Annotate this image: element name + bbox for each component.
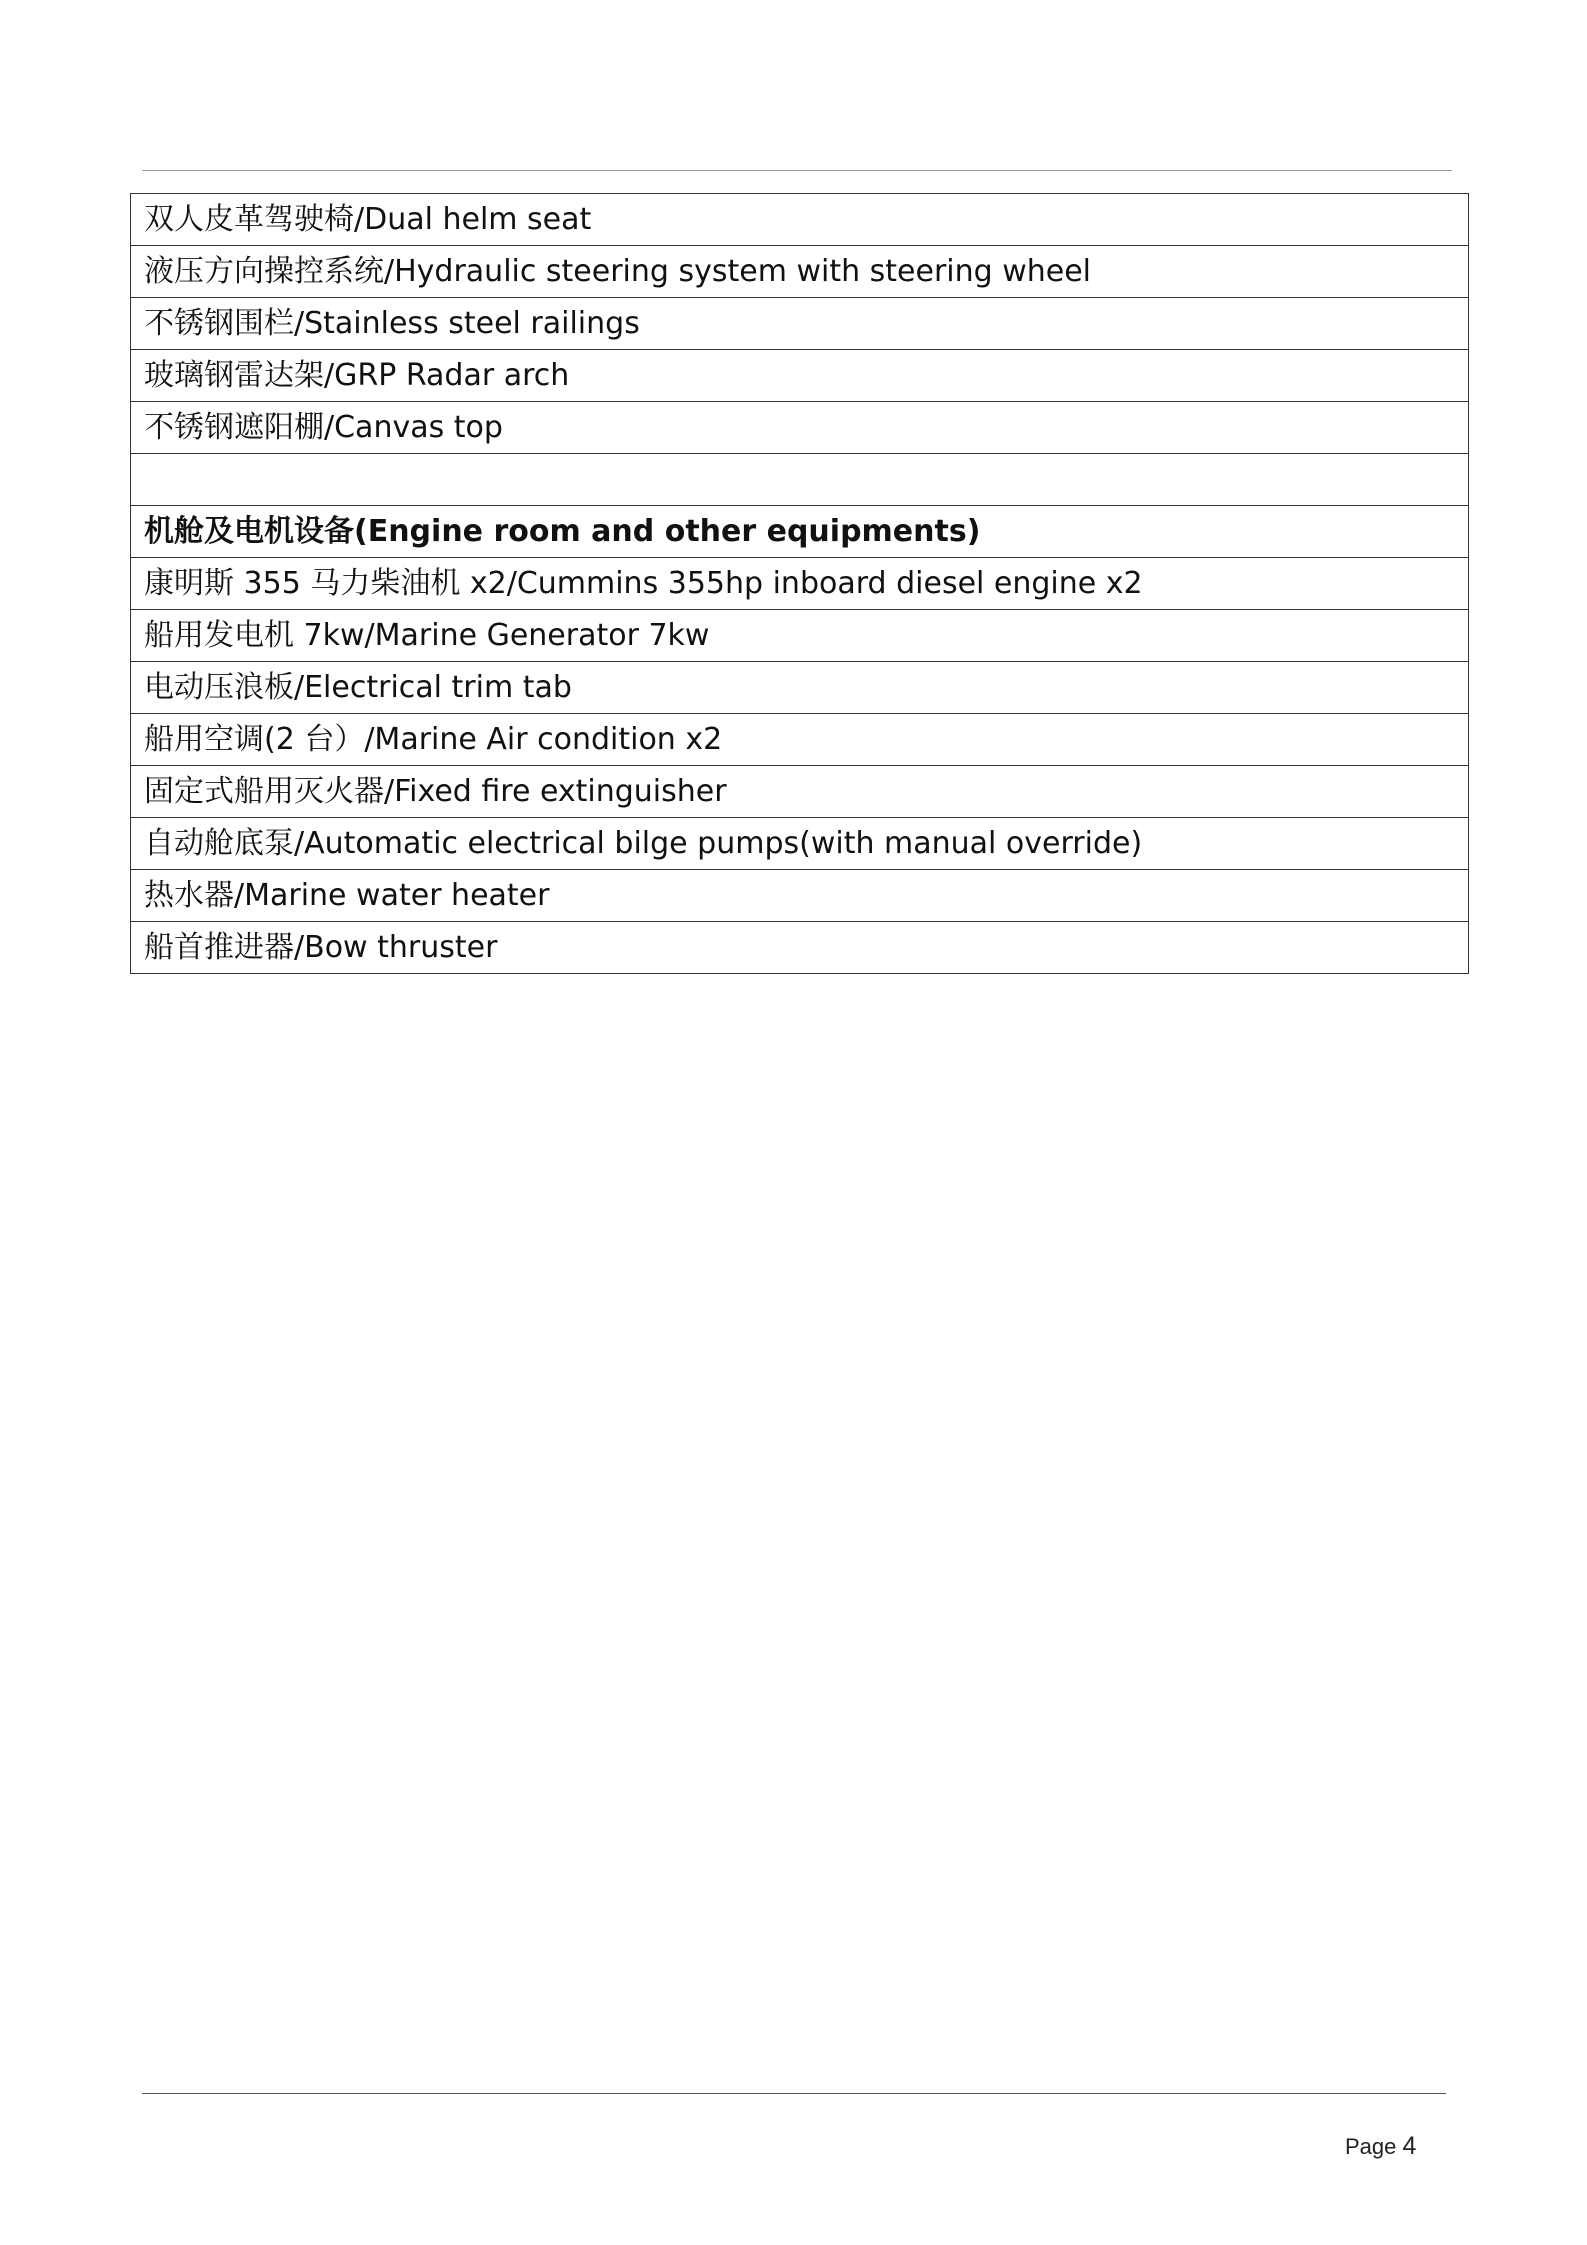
table-row bbox=[131, 402, 1469, 454]
table-row bbox=[131, 870, 1469, 922]
section-header-engine-room: 机舱及电机设备(Engine room and other equipments) bbox=[131, 506, 1469, 558]
table-cell: 不锈钢遮阳棚/Canvas top bbox=[131, 402, 1469, 454]
table-cell: 船用发电机 7kw/Marine Generator 7kw bbox=[131, 610, 1469, 662]
table-cell: 热水器/Marine water heater bbox=[131, 870, 1469, 922]
equipment-spec-table bbox=[130, 193, 1469, 974]
table-cell: 船首推进器/Bow thruster bbox=[131, 922, 1469, 974]
table-row bbox=[131, 818, 1469, 870]
table-cell: 双人皮革驾驶椅/Dual helm seat bbox=[131, 194, 1469, 246]
table-row bbox=[131, 558, 1469, 610]
table-row bbox=[131, 194, 1469, 246]
table-row bbox=[131, 922, 1469, 974]
table-row bbox=[131, 246, 1469, 298]
table-cell: 不锈钢围栏/Stainless steel railings bbox=[131, 298, 1469, 350]
table-row bbox=[131, 662, 1469, 714]
table-cell: 电动压浪板/Electrical trim tab bbox=[131, 662, 1469, 714]
table-row bbox=[131, 766, 1469, 818]
table-cell: 船用空调(2 台）/Marine Air condition x2 bbox=[131, 714, 1469, 766]
table-row bbox=[131, 350, 1469, 402]
table-cell: 液压方向操控系统/Hydraulic steering system with steering wheel bbox=[131, 246, 1469, 298]
table-cell-empty bbox=[131, 454, 1469, 506]
table-cell: 固定式船用灭火器/Fixed fire extinguisher bbox=[131, 766, 1469, 818]
table-row bbox=[131, 714, 1469, 766]
page-label: Page bbox=[1345, 2134, 1397, 2159]
table-cell: 玻璃钢雷达架/GRP Radar arch bbox=[131, 350, 1469, 402]
header-rule bbox=[142, 170, 1452, 171]
table-cell: 康明斯 355 马力柴油机 x2/Cummins 355hp inboard diesel engine x2 bbox=[131, 558, 1469, 610]
page-number bbox=[1345, 2132, 1416, 2161]
table-row bbox=[131, 298, 1469, 350]
page-number-value: 4 bbox=[1402, 2132, 1417, 2160]
section-header-row bbox=[131, 506, 1469, 558]
table-row-empty bbox=[131, 454, 1469, 506]
table-cell: 自动舱底泵/Automatic electrical bilge pumps(with manual override) bbox=[131, 818, 1469, 870]
footer-rule bbox=[142, 2093, 1446, 2094]
table-row bbox=[131, 610, 1469, 662]
